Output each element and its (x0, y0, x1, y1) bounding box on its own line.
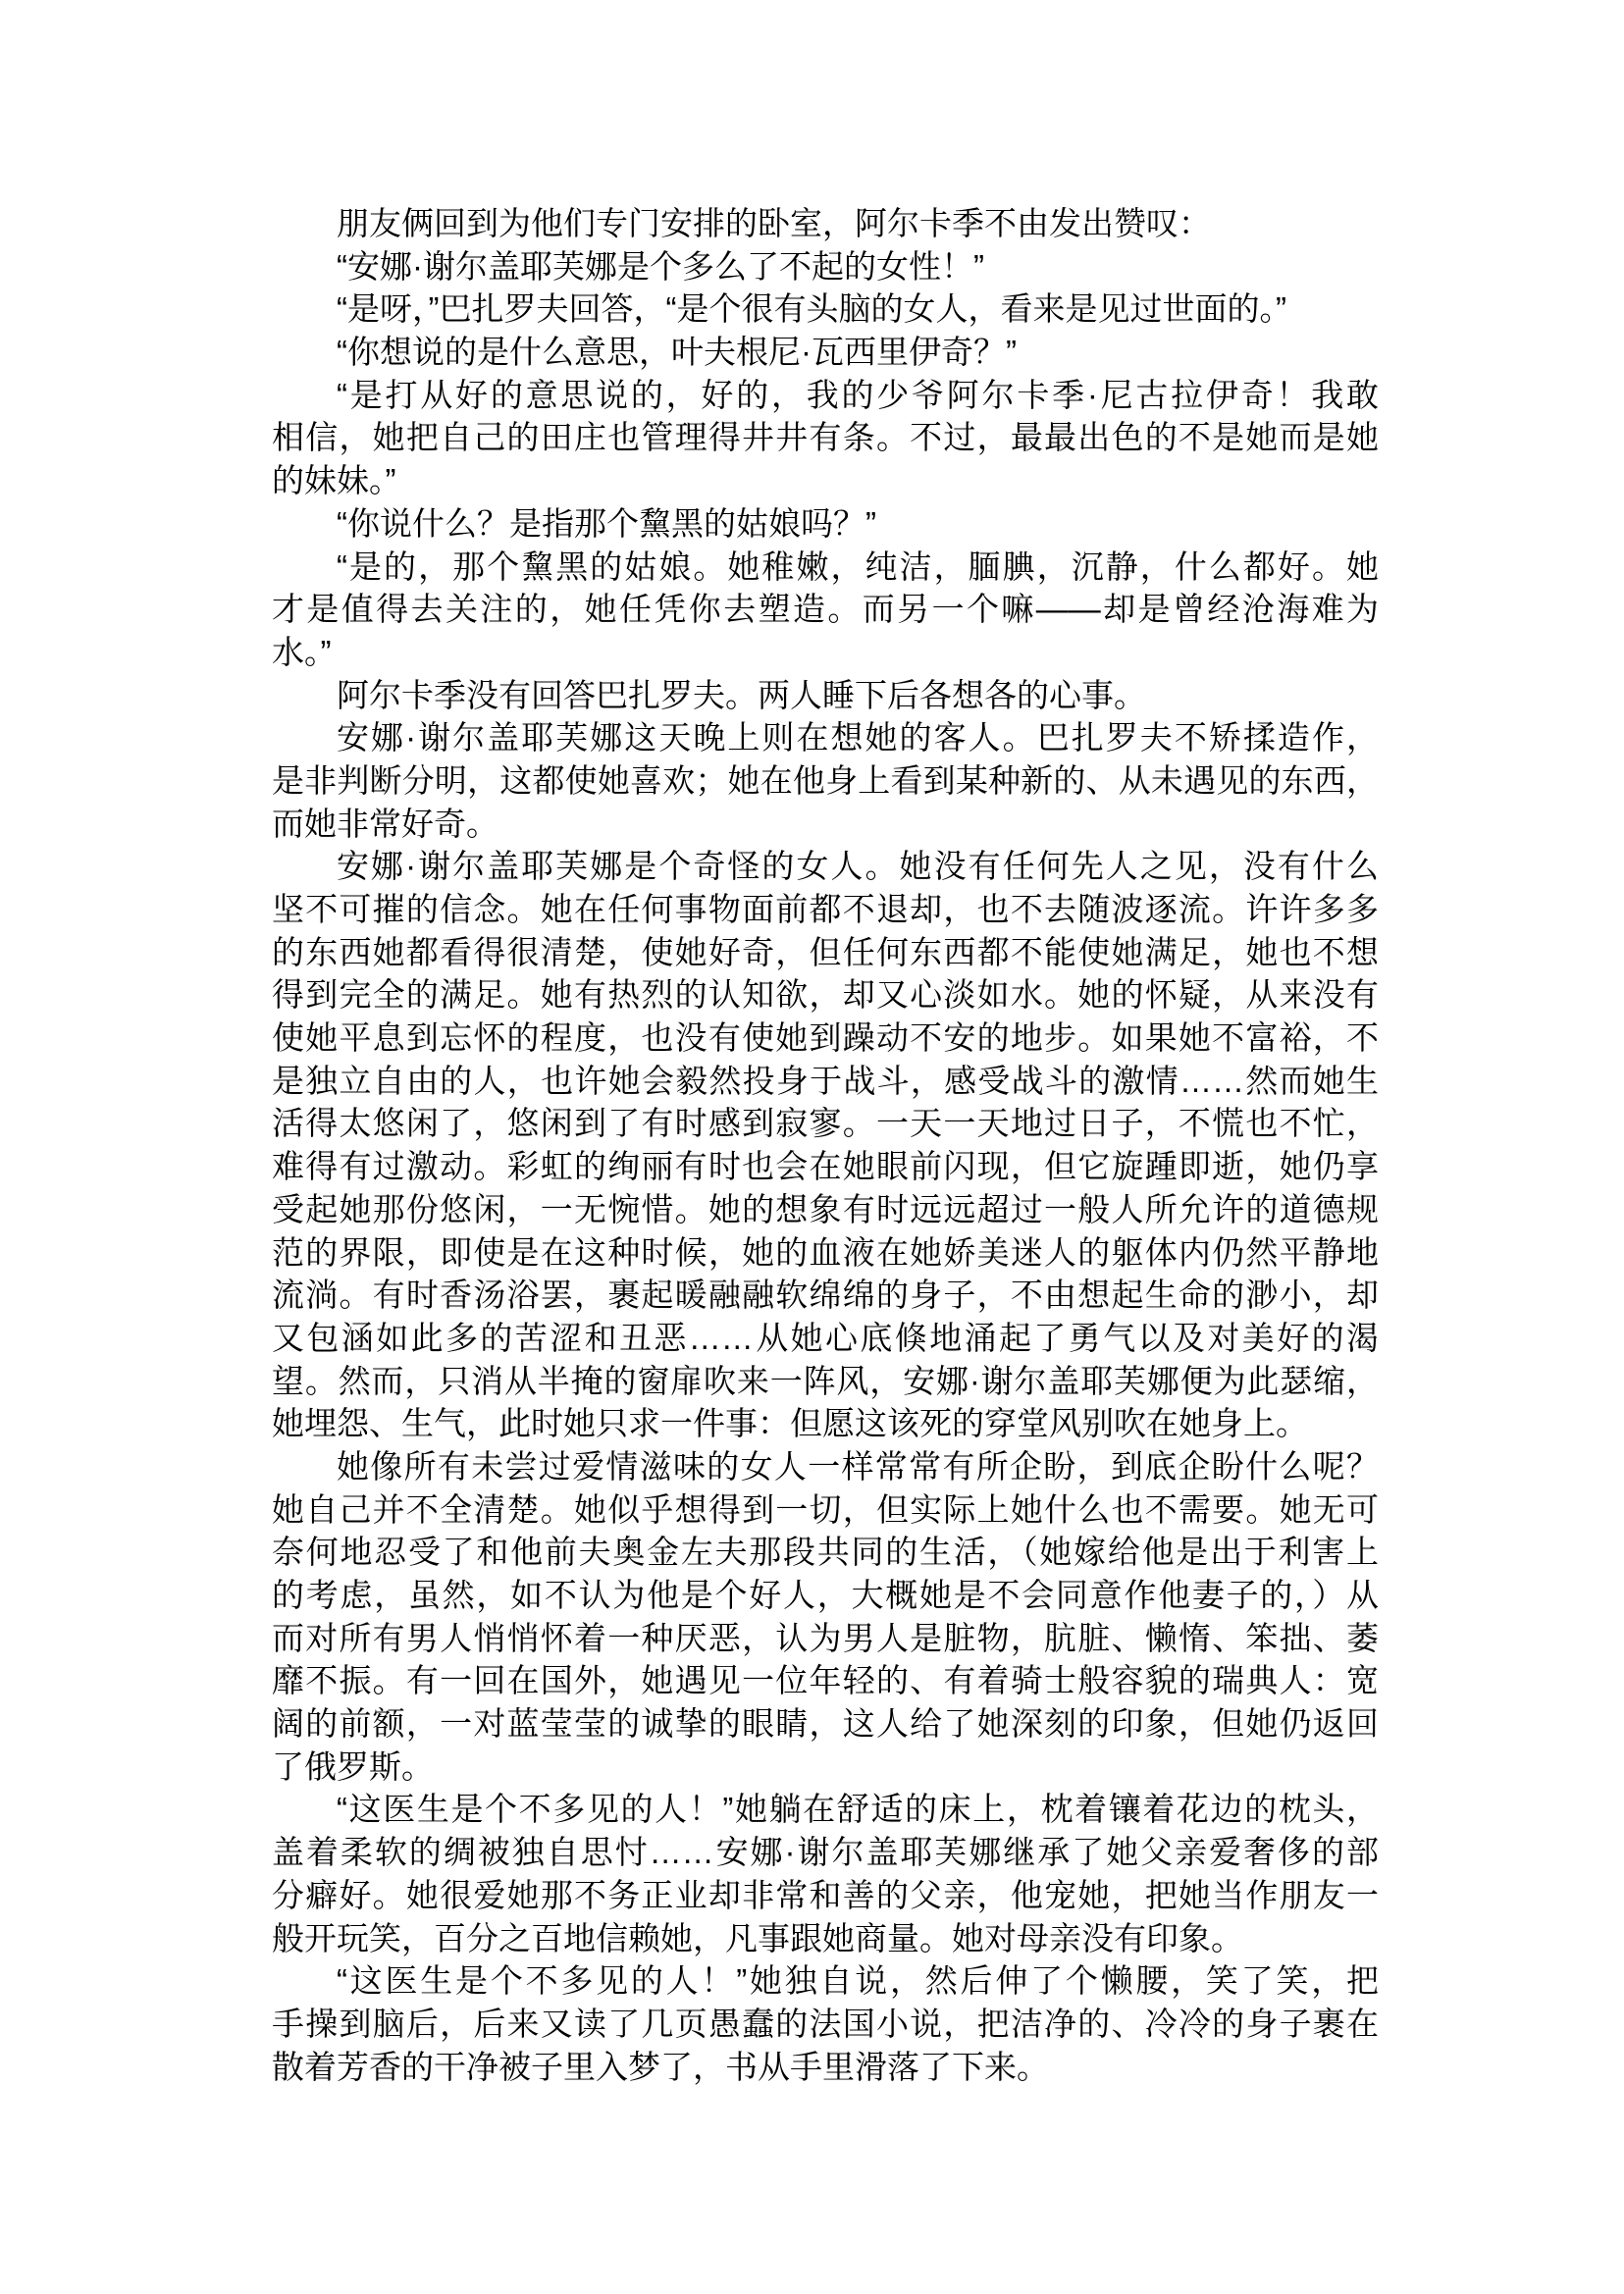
text-line: 阿尔卡季没有回答巴扎罗夫。两人睡下后各想各的心事。 (337, 676, 1146, 713)
text-line: 靡不振。有一回在国外，她遇见一位年轻的、有着骑士般容貌的瑞典人：宽 (272, 1662, 1379, 1699)
paragraph (272, 845, 1379, 1445)
text-line: 使她平息到忘怀的程度，也没有使她到躁动不安的地步。如果她不富裕，不 (272, 1019, 1379, 1057)
paragraph (272, 1959, 1379, 2088)
text-line: 坚不可摧的信念。她在任何事物面前都不退却，也不去随波逐流。许许多多 (272, 891, 1379, 927)
paragraph (272, 245, 1379, 288)
text-line: 的东西她都看得很清楚，使她好奇，但任何东西都不能使她满足，她也不想 (272, 933, 1379, 970)
text-line: 是非判断分明，这都使她喜欢；她在他身上看到某种新的、从未遇见的东西， (272, 761, 1379, 799)
text-line: “安娜·谢尔盖耶芙娜是个多么了不起的女性！” (337, 247, 984, 285)
text-line: 而对所有男人悄悄怀着一种厌恶，认为男人是脏物，肮脏、懒惰、笨拙、萎 (272, 1619, 1379, 1656)
text-line: 安娜·谢尔盖耶芙娜是个奇怪的女人。她没有任何先人之见，没有什么 (337, 848, 1379, 885)
text-line: 她埋怨、生气，此时她只求一件事：但愿这该死的穿堂风别吹在她身上。 (272, 1405, 1308, 1442)
text-line: 了俄罗斯。 (272, 1747, 434, 1785)
text-line: 般开玩笑，百分之百地信赖她，凡事跟她商量。她对母亲没有印象。 (272, 1919, 1243, 1956)
text-line: 的妹妹。” (272, 462, 396, 499)
text-line: 而她非常好奇。 (272, 805, 498, 842)
paragraph (272, 716, 1379, 845)
text-line: 又包涵如此多的苦涩和丑恶……从她心底倏地涌起了勇气以及对美好的渴 (272, 1319, 1379, 1356)
text-line: 手操到脑后，后来又读了几页愚蠢的法国小说，把洁净的、冷冷的身子裹在 (272, 2005, 1379, 2042)
text-line: “这医生是个不多见的人！”她躺在舒适的床上，枕着镶着花边的枕头， (337, 1791, 1379, 1828)
paragraph (272, 287, 1379, 331)
text-line: 奈何地忍受了和他前夫奥金左夫那段共同的生活，（她嫁给他是出于利害上 (272, 1534, 1379, 1571)
text-line: 她自己并不全清楚。她似乎想得到一切，但实际上她什么也不需要。她无可 (272, 1490, 1379, 1528)
paragraph (272, 202, 1379, 245)
text-line: 得到完全的满足。她有热烈的认知欲，却又心淡如水。她的怀疑，从来没有 (272, 976, 1379, 1014)
page-text (272, 202, 1379, 2088)
text-line: 朋友俩回到为他们专门安排的卧室，阿尔卡季不由发出赞叹： (337, 205, 1211, 241)
text-line: 受起她那份悠闲，一无惋惜。她的想象有时远远超过一般人所允许的道德规 (272, 1190, 1379, 1227)
text-line: “你说什么？是指那个黧黑的姑娘吗？” (337, 504, 876, 542)
text-line: “这医生是个不多见的人！”她独自说，然后伸了个懒腰，笑了笑，把 (337, 1962, 1379, 2000)
text-line: 才是值得去关注的，她任凭你去塑造。而另一个嘛——却是曾经沧海难为 (272, 591, 1379, 628)
text-line: 的考虑，虽然，如不认为他是个好人，大概她是不会同意作他妻子的，）从 (272, 1577, 1379, 1613)
paragraph (272, 502, 1379, 546)
paragraph (272, 1788, 1379, 1959)
paragraph (272, 674, 1379, 717)
text-line: 分癖好。她很爱她那不务正业却非常和善的父亲，他宠她，把她当作朋友一 (272, 1876, 1379, 1913)
text-line: 水。” (272, 633, 332, 670)
paragraph (272, 374, 1379, 502)
text-line: “是的，那个黧黑的姑娘。她稚嫩，纯洁，腼腆，沉静，什么都好。她 (337, 547, 1379, 585)
paragraph (272, 546, 1379, 674)
text-line: 安娜·谢尔盖耶芙娜这天晚上则在想她的客人。巴扎罗夫不矫揉造作， (337, 719, 1379, 756)
text-line: “是呀，”巴扎罗夫回答，“是个很有头脑的女人，看来是见过世面的。” (337, 290, 1286, 328)
text-line: 难得有过激动。彩虹的绚丽有时也会在她眼前闪现，但它旋踵即逝，她仍享 (272, 1148, 1379, 1185)
text-line: 望。然而，只消从半掩的窗扉吹来一阵风，安娜·谢尔盖耶芙娜便为此瑟缩， (272, 1362, 1379, 1399)
text-line: 范的界限，即使是在这种时候，她的血液在她娇美迷人的躯体内仍然平静地 (272, 1233, 1379, 1271)
paragraph (272, 331, 1379, 374)
text-line: 散着芳香的干净被子里入梦了，书从手里滑落了下来。 (272, 2048, 1049, 2085)
text-line: 流淌。有时香汤浴罢，裹起暖融融软绵绵的身子，不由想起生命的渺小，却 (272, 1277, 1379, 1314)
text-line: 相信，她把自己的田庄也管理得井井有条。不过，最最出色的不是她而是她 (272, 419, 1379, 456)
text-line: 是独立自由的人，也许她会毅然投身于战斗，感受战斗的激情……然而她生 (272, 1062, 1379, 1099)
text-line: “你想说的是什么意思，叶夫根尼·瓦西里伊奇？” (337, 334, 1017, 371)
text-line: 活得太悠闲了，悠闲到了有时感到寂寥。一天一天地过日子，不慌也不忙， (272, 1105, 1379, 1142)
text-line: 阔的前额，一对蓝莹莹的诚挚的眼睛，这人给了她深刻的印象，但她仍返回 (272, 1705, 1379, 1743)
paragraph (272, 1445, 1379, 1789)
text-line: “是打从好的意思说的，好的，我的少爷阿尔卡季·尼古拉伊奇！我敢 (337, 376, 1379, 413)
text-line: 她像所有未尝过爱情滋味的女人一样常常有所企盼，到底企盼什么呢？ (337, 1447, 1379, 1485)
text-line: 盖着柔软的绸被独自思忖……安娜·谢尔盖耶芙娜继承了她父亲爱奢侈的部 (272, 1834, 1379, 1871)
